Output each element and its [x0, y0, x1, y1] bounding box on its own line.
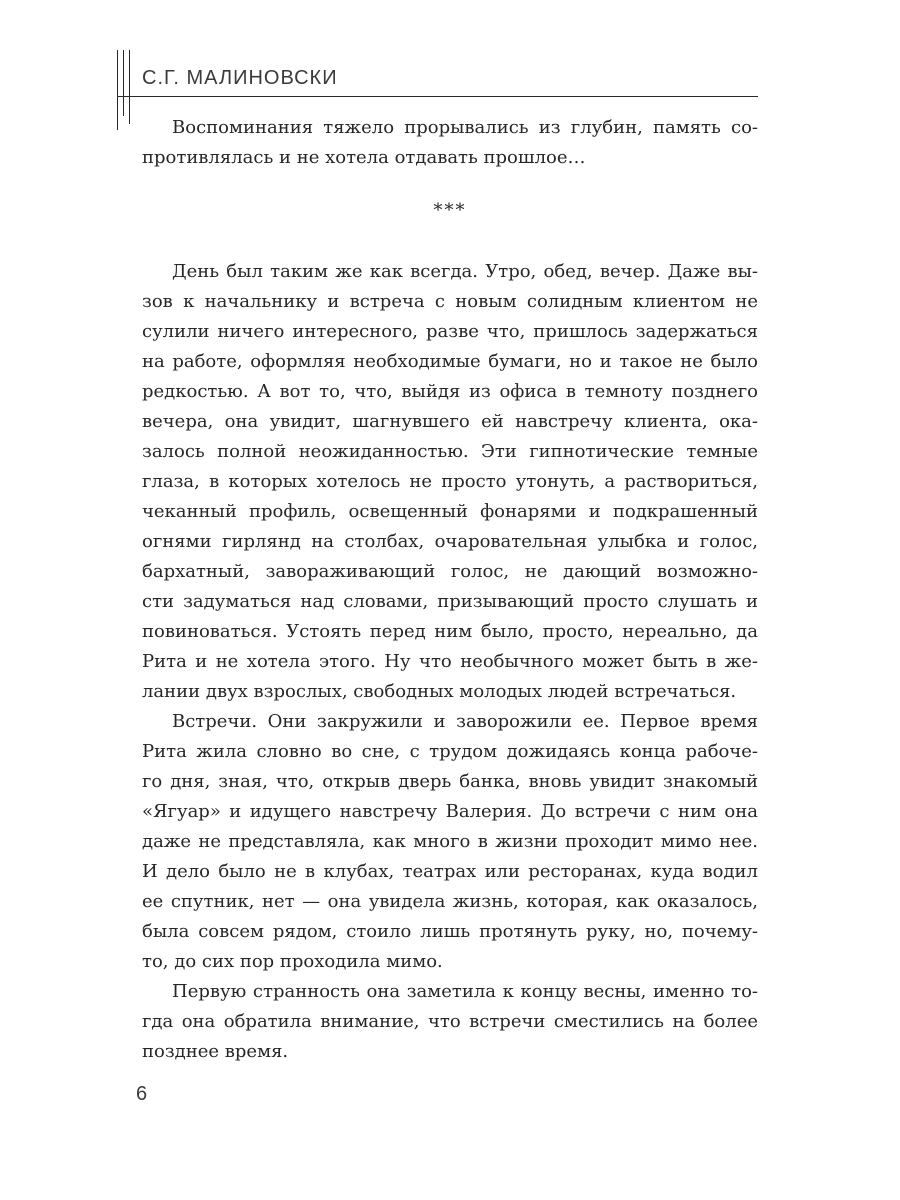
page-number: 6 [136, 1083, 148, 1105]
text-line: ее спутник, нет — она увидела жизнь, которая, как оказалось, [142, 891, 758, 912]
text-line: была совсем рядом, стоило лишь протянуть руку, но, почему- [142, 921, 758, 942]
text-line: Рита и не хотела этого. Ну что необычного может быть в же- [142, 651, 758, 672]
text-line: лании двух взрослых, свободных молодых людей встречаться. [142, 681, 737, 702]
header-rule-1 [117, 50, 118, 130]
text-line: огнями гирлянд на столбах, очаровательная улыбка и голос, [142, 531, 758, 552]
text-line: Встречи. Они закружили и заворожили ее. Первое время [172, 711, 758, 732]
text-line: Рита жила словно во сне, с трудом дожидаясь конца рабоче- [142, 741, 758, 762]
text-line: повиноваться. Устоять перед ним было, просто, нереально, да [142, 621, 758, 642]
text-line: противлялась и не хотела отдавать прошлое… [142, 147, 586, 168]
text-line: «Ягуар» и идущего навстречу Валерия. До встречи с ним она [142, 801, 758, 822]
text-line: на работе, оформляя необходимые бумаги, но и такое не было [142, 351, 758, 372]
text-line: глаза, в которых хотелось не просто утонуть, а раствориться, [142, 471, 758, 492]
text-line: Воспоминания тяжело прорывались из глубин, память со- [172, 117, 758, 138]
text-line: чеканный профиль, освещенный фонарями и подкрашенный [142, 501, 758, 522]
text-line: гда она обратила внимание, что встречи сместились на более [142, 1011, 758, 1032]
text-line: День был таким же как всегда. Утро, обед, вечер. Даже вы- [172, 261, 758, 282]
header-rule-2 [123, 50, 124, 116]
text-line: сти задуматься над словами, призывающий просто слушать и [142, 591, 758, 612]
intro-paragraph [142, 113, 758, 173]
text-line: то, до сих пор проходила мимо. [142, 951, 443, 972]
header-underline [117, 96, 758, 97]
text-line: редкостью. А вот то, что, выйдя из офиса в темноту позднего [142, 381, 758, 402]
body-text [142, 257, 758, 1067]
text-line: даже не представляла, как много в жизни проходит мимо нее. [142, 831, 758, 852]
text-line: сулили ничего интересного, разве что, пришлось задержаться [142, 321, 758, 342]
section-separator: *** [433, 200, 467, 221]
text-line: залось полной неожиданностью. Эти гипнотические темные [142, 441, 758, 462]
header-rule-3 [129, 50, 130, 124]
text-line: И дело было не в клубах, театрах или ресторанах, куда водил [142, 861, 758, 882]
running-header-author: С.Г. МАЛИНОВСКИ [142, 67, 338, 89]
text-line: зов к начальнику и встреча с новым солидным клиентом не [142, 291, 758, 312]
text-line: го дня, зная, что, открыв дверь банка, вновь увидит знакомый [142, 771, 758, 792]
text-line: вечера, она увидит, шагнувшего ей навстречу клиента, ока- [142, 411, 758, 432]
text-line: бархатный, завораживающий голос, не дающий возможно- [142, 561, 758, 582]
text-line: позднее время. [142, 1041, 289, 1062]
text-line: Первую странность она заметила к концу весны, именно то- [172, 981, 758, 1002]
